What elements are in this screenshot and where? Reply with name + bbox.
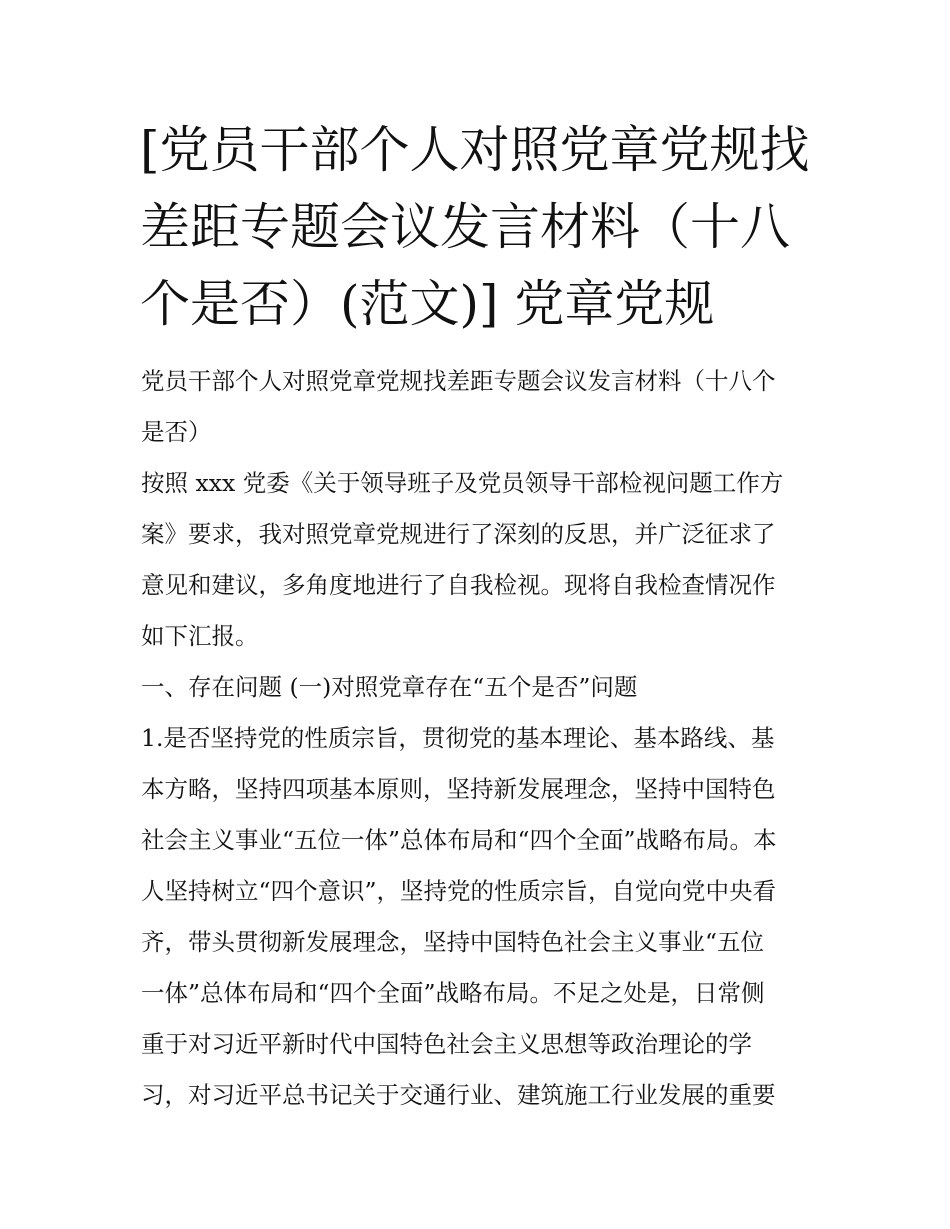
body-line: 人坚持树立“四个意识”，坚持党的性质宗旨，自觉向党中央看: [141, 877, 777, 905]
body-line: 重于对习近平新时代中国特色社会主义思想等政治理论的学: [141, 1030, 752, 1058]
title-line: 个是否）(范文)] 党章党规: [140, 275, 715, 333]
body-line: 习，对习近平总书记关于交通行业、建筑施工行业发展的重要: [141, 1081, 776, 1109]
body-line: 是否）: [141, 418, 212, 446]
body-line: 齐，带头贯彻新发展理念，坚持中国特色社会主义事业“五位: [141, 928, 765, 956]
body-line: 如下汇报。: [141, 622, 259, 650]
body-line: 社会主义事业“五位一体”总体布局和“四个全面”战略布局。本: [141, 826, 777, 854]
section-heading: 一、存在问题 (一)对照党章存在“五个是否”问题: [141, 673, 638, 701]
body-line: 意见和建议，多角度地进行了自我检视。现将自我检查情况作: [141, 571, 776, 599]
body-line: 党员干部个人对照党章党规找差距专题会议发言材料（十八个: [141, 367, 776, 395]
document-body: [141, 356, 831, 1121]
title-line: 差距专题会议发言材料（十八: [140, 198, 790, 256]
body-line: 按照 xxx 党委《关于领导班子及党员领导干部检视问题工作方: [141, 469, 784, 497]
title-line: [党员干部个人对照党章党规找: [140, 121, 810, 179]
body-line: 一体”总体布局和“四个全面”战略布局。不足之处是，日常侧: [141, 979, 765, 1007]
body-line: 1.是否坚持党的性质宗旨，贯彻党的基本理论、基本路线、基: [141, 724, 775, 752]
body-line: 本方略，坚持四项基本原则，坚持新发展理念，坚持中国特色: [141, 775, 776, 803]
document-title: [140, 112, 820, 343]
body-line: 案》要求，我对照党章党规进行了深刻的反思，并广泛征求了: [141, 520, 776, 548]
